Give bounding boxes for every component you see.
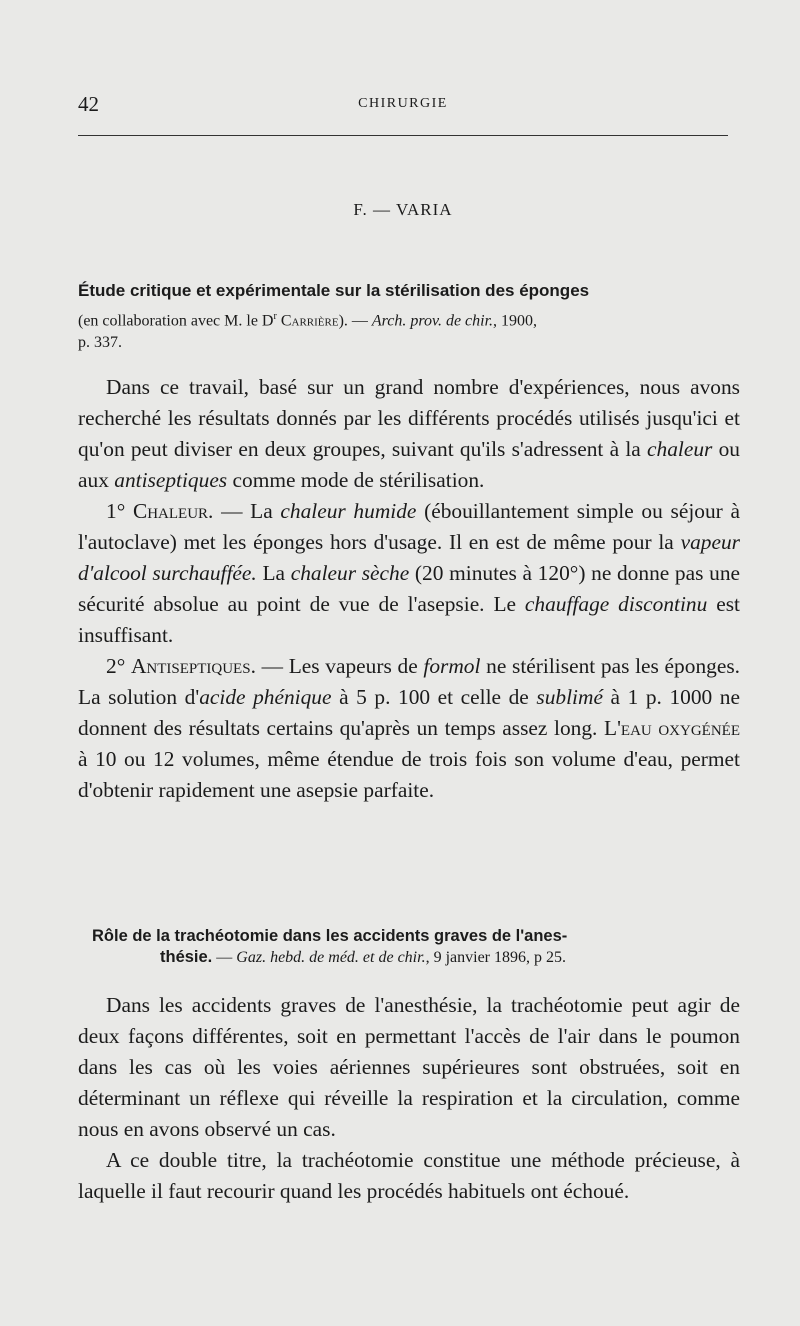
p3-c: à 5 p. 100 et celle de — [339, 685, 529, 709]
entry1-citation-journal: Arch. prov. de chir. — [371, 312, 494, 330]
p3-d: à 1 p. 1000 ne donnent des résultats certains qu'après un temps assez long. — [78, 685, 740, 740]
p3-a: — Les vapeurs de — [261, 654, 418, 678]
entry1-paragraph-2 — [78, 496, 740, 651]
p2-italic-1: chaleur humide — [280, 499, 417, 523]
entry1-body — [78, 372, 740, 806]
p3-heading: Antiseptiques. — [130, 654, 256, 678]
p3-italic-1: formol — [423, 654, 481, 678]
p1-italic-antiseptiques: antiseptiques — [114, 468, 228, 492]
p1-italic-chaleur: chaleur — [647, 437, 713, 461]
entry1-citation-page: p. 337. — [78, 334, 122, 352]
running-title: CHIRURGIE — [358, 96, 448, 111]
entry2-citation-rest: , 9 janvier 1896, p 25. — [425, 949, 566, 966]
entry1-paragraph-3 — [78, 651, 740, 806]
entry2-paragraph-1: Dans les accidents graves de l'anesthésie, la trachéotomie peut agir de deux façons différentes, soit en permettant l'accès de l'air dans le poumon dans les cas où les voies aériennes supérieures sont obstruées, soit en déterminant un réflexe qui réveille la respiration et la circulation, comme nous en avons observé un cas. — [78, 993, 740, 1141]
p3-smallcaps: L'eau oxygénée — [604, 716, 740, 740]
entry1-citation-year: , 1900, — [493, 312, 538, 330]
p2-a: — La — [221, 499, 273, 523]
p2-italic-3: chaleur sèche — [290, 561, 410, 585]
p3-italic-2: acide phénique — [199, 685, 332, 709]
p2-e: est insuffisant. — [78, 592, 740, 647]
page-number: 42 — [78, 92, 99, 116]
entry1-title: Étude critique et expérimentale sur la stérilisation des éponges — [78, 281, 590, 300]
p3-e: à 10 ou 12 volumes, même étendue de trois fois son volume d'eau, permet d'obtenir rapidement une asepsie parfaite. — [78, 747, 740, 802]
p2-b: (ébouillantement simple ou séjour à l'autoclave) met les éponges hors d'usage. Il en est de même pour la — [78, 499, 740, 554]
entry2-citation-journal: Gaz. hebd. de méd. et de chir. — [236, 949, 426, 966]
p2-num: 1° — [106, 499, 126, 523]
entry2-citation — [160, 946, 760, 969]
entry1-citation-name: Carrière — [280, 312, 339, 330]
p3-b: ne stérilisent pas les éponges. La solution d' — [78, 654, 740, 709]
p2-heading: Chaleur. — [132, 499, 214, 523]
p3-num: 2° — [106, 654, 126, 678]
running-head — [78, 92, 728, 118]
entry2-title-line2: thésie. — [160, 948, 213, 966]
entry1-citation-sup: r — [273, 311, 277, 322]
entry1-citation — [78, 306, 738, 354]
entry2-body — [78, 990, 740, 1207]
entry2-title-line1: Rôle de la trachéotomie dans les accidents graves de l'anes- — [92, 927, 568, 945]
p1-text: Dans ce travail, basé sur un grand nombre d'expériences, nous avons recherché les résultats donnés par les différents procédés utilisés jusqu'ici et qu'on peut diviser en deux groupes, suivant qu'ils s'adressent à la — [78, 375, 740, 461]
entry1-paragraph-1 — [78, 372, 740, 496]
p1-end: comme mode de stérilisation. — [232, 468, 485, 492]
p2-d: (20 minutes à 120°) ne donne pas une sécurité absolue au point de vue de l'asepsie. Le — [78, 561, 741, 616]
section-title: F. — VARIA — [353, 200, 453, 219]
entry2-paragraph-2: A ce double titre, la trachéotomie constitue une méthode précieuse, à laquelle il faut recourir quand les procédés habituels ont échoué. — [78, 1148, 740, 1203]
p2-italic-4: chauffage discontinu — [524, 592, 708, 616]
p1-mid: ou aux — [78, 437, 740, 492]
p2-c: La — [262, 561, 286, 585]
p2-italic-2: vapeur d'alcool surchauffée. — [78, 530, 740, 585]
p3-italic-3: sublimé — [536, 685, 603, 709]
header-rule — [78, 135, 728, 136]
entry1-citation-mid: ). — — [338, 312, 372, 330]
entry2-citation-sep: — — [212, 949, 237, 966]
entry1-citation-prefix: (en collaboration avec M. le D — [78, 312, 274, 330]
